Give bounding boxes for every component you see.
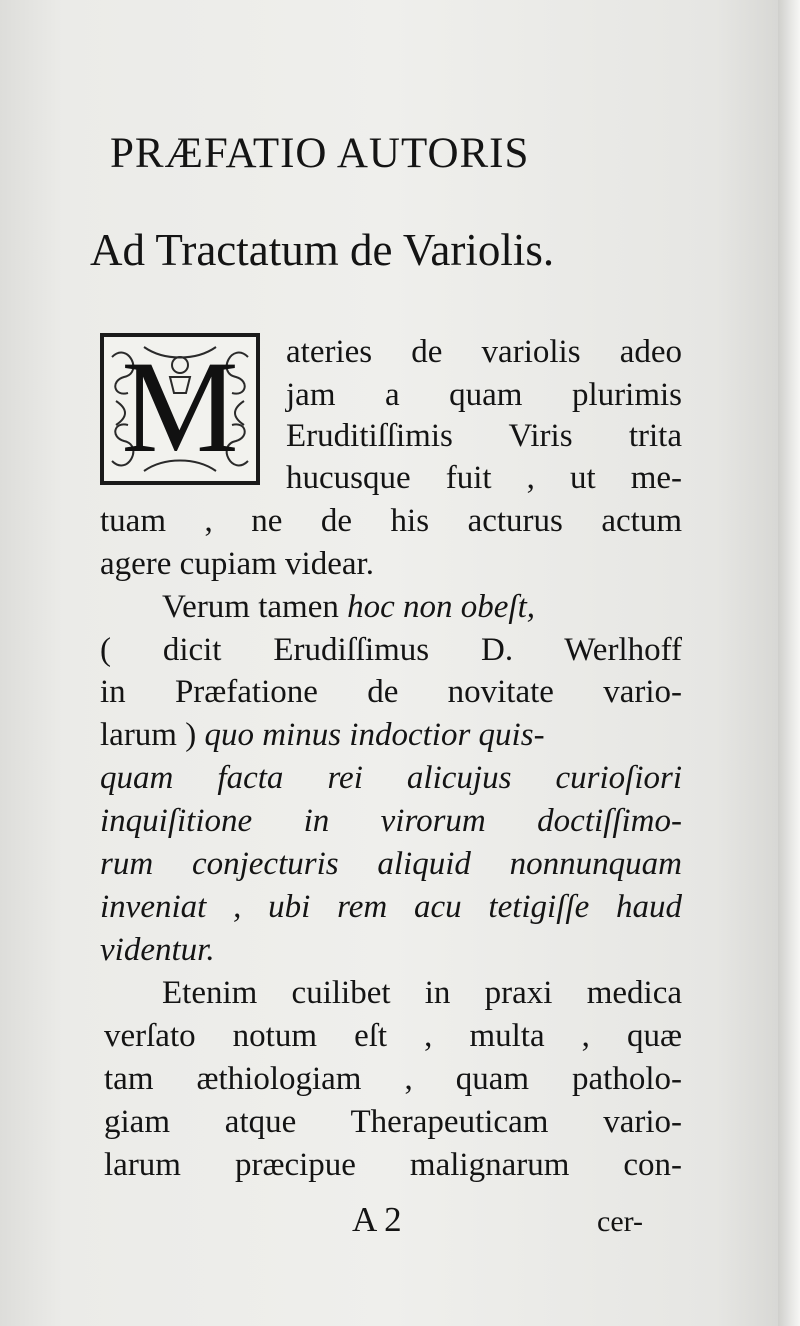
text-line: agere cupiam videar. [100, 546, 374, 582]
text-line: giam atque Therapeuticam vario- [104, 1104, 682, 1140]
decorated-initial [100, 333, 260, 485]
text-line: tam æthiologiam , quam patholo- [104, 1061, 682, 1097]
page-title: PRÆFATIO AUTORIS [110, 130, 530, 177]
text-line [100, 719, 682, 752]
text-line [162, 591, 682, 624]
drop-cap-letter: M [121, 333, 239, 480]
text-line: Eruditiſſimis Viris trita [286, 418, 682, 454]
signature-mark: A 2 [352, 1200, 402, 1239]
catchword: cer- [597, 1205, 644, 1238]
text-line: rum conjecturis aliquid nonnunquam [100, 846, 682, 882]
text-line: ( dicit Erudiſſimus D. Werlhoff [100, 632, 682, 668]
text-line-italic: quo minus indoctior quis- [204, 717, 545, 753]
text-line-roman: Verum tamen [162, 589, 348, 625]
page-subtitle: Ad Tractatum de Variolis. [90, 225, 555, 275]
text-line: in Præfatione de novitate vario- [100, 674, 682, 710]
page-edge [778, 0, 800, 1326]
text-line: hucusque fuit , ut me- [286, 460, 682, 496]
text-line: ateries de variolis adeo [286, 334, 682, 370]
text-line: videntur. [100, 932, 215, 968]
text-line: larum præcipue malignarum con- [104, 1147, 682, 1183]
text-line: quam facta rei alicujus curioſiori [100, 760, 682, 796]
text-line-roman: larum ) [100, 717, 205, 753]
text-line: tuam , ne de his acturus actum [100, 503, 682, 539]
text-line: jam a quam plurimis [286, 377, 682, 413]
text-line: inquiſitione in virorum doctiſſimo- [100, 803, 682, 839]
text-line: inveniat , ubi rem acu tetigiſſe haud [100, 889, 682, 925]
text-line: verſato notum eſt , multa , quæ [104, 1018, 682, 1054]
text-line: Etenim cuilibet in praxi medica [162, 975, 682, 1011]
text-line-italic: hoc non obeſt, [347, 589, 535, 625]
